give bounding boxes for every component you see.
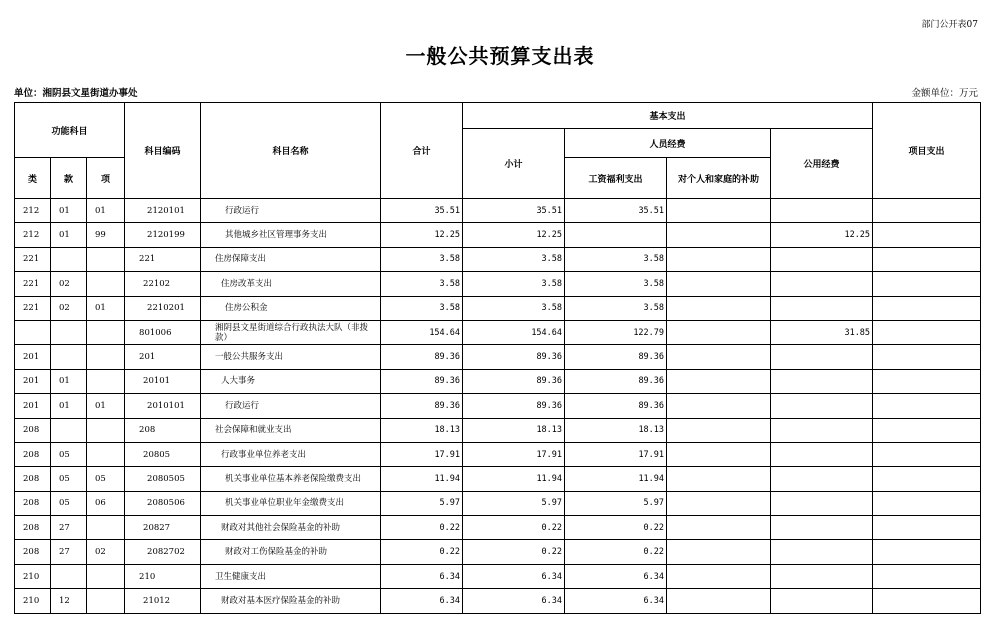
- cell-kuan: 01: [51, 199, 87, 223]
- cell-project: [873, 394, 981, 418]
- cell-public-funds: [771, 467, 873, 491]
- header-basic: 基本支出: [463, 103, 873, 129]
- cell-code: 2082702: [125, 540, 201, 564]
- cell-code: 22102: [125, 272, 201, 296]
- cell-public-funds: [771, 345, 873, 369]
- cell-code: 210: [125, 564, 201, 588]
- cell-kuan: 05: [51, 442, 87, 466]
- table-row: [15, 516, 981, 540]
- cell-subsidy: [667, 272, 771, 296]
- cell-public-funds: [771, 540, 873, 564]
- cell-project: [873, 564, 981, 588]
- cell-salary: 3.58: [565, 272, 667, 296]
- cell-salary: 3.58: [565, 247, 667, 271]
- cell-total: 12.25: [381, 223, 463, 247]
- table-row: [15, 320, 981, 344]
- cell-subtotal: 6.34: [463, 564, 565, 588]
- cell-project: [873, 442, 981, 466]
- cell-total: 5.97: [381, 491, 463, 515]
- cell-total: 154.64: [381, 320, 463, 344]
- table-row: [15, 540, 981, 564]
- cell-kuan: 01: [51, 369, 87, 393]
- header-public-funds: 公用经费: [771, 129, 873, 199]
- cell-public-funds: [771, 589, 873, 613]
- cell-kuan: 12: [51, 589, 87, 613]
- cell-salary: 18.13: [565, 418, 667, 442]
- cell-salary: 0.22: [565, 540, 667, 564]
- cell-public-funds: [771, 442, 873, 466]
- cell-xiang: [87, 320, 125, 344]
- cell-lei: 201: [15, 369, 51, 393]
- budget-expenditure-table: [14, 102, 981, 614]
- cell-name: 社会保障和就业支出: [201, 418, 381, 442]
- cell-subtotal: 35.51: [463, 199, 565, 223]
- cell-lei: 221: [15, 296, 51, 320]
- cell-kuan: 02: [51, 272, 87, 296]
- cell-kuan: 02: [51, 296, 87, 320]
- table-row: [15, 369, 981, 393]
- cell-name: 其他城乡社区管理事务支出: [201, 223, 381, 247]
- cell-code: 20827: [125, 516, 201, 540]
- table-body: [15, 199, 981, 614]
- header-total: 合计: [381, 103, 463, 199]
- cell-code: 21012: [125, 589, 201, 613]
- cell-name: 卫生健康支出: [201, 564, 381, 588]
- cell-code: 20101: [125, 369, 201, 393]
- cell-name: 湘阴县文星街道综合行政执法大队（非拨款）: [201, 320, 381, 344]
- cell-lei: 208: [15, 491, 51, 515]
- cell-subtotal: 0.22: [463, 540, 565, 564]
- table-row: [15, 223, 981, 247]
- cell-total: 6.34: [381, 564, 463, 588]
- cell-lei: 212: [15, 199, 51, 223]
- cell-public-funds: 12.25: [771, 223, 873, 247]
- table-row: [15, 564, 981, 588]
- cell-name: 机关事业单位职业年金缴费支出: [201, 491, 381, 515]
- cell-code: 2120101: [125, 199, 201, 223]
- cell-subsidy: [667, 564, 771, 588]
- cell-kuan: 01: [51, 394, 87, 418]
- header-salary: 工资福利支出: [565, 158, 667, 199]
- table-row: [15, 491, 981, 515]
- form-number: 部门公开表07: [921, 20, 978, 30]
- cell-subtotal: 0.22: [463, 516, 565, 540]
- cell-project: [873, 467, 981, 491]
- cell-lei: 210: [15, 564, 51, 588]
- cell-total: 35.51: [381, 199, 463, 223]
- cell-salary: 6.34: [565, 564, 667, 588]
- table-row: [15, 418, 981, 442]
- cell-xiang: 01: [87, 296, 125, 320]
- cell-lei: 201: [15, 394, 51, 418]
- cell-public-funds: [771, 394, 873, 418]
- cell-public-funds: [771, 564, 873, 588]
- cell-kuan: [51, 247, 87, 271]
- cell-lei: 212: [15, 223, 51, 247]
- cell-name: 住房保障支出: [201, 247, 381, 271]
- cell-code: 201: [125, 345, 201, 369]
- cell-salary: 11.94: [565, 467, 667, 491]
- cell-lei: 221: [15, 272, 51, 296]
- table-row: [15, 394, 981, 418]
- cell-kuan: [51, 345, 87, 369]
- header-subsidy: 对个人和家庭的补助: [667, 158, 771, 199]
- cell-kuan: [51, 418, 87, 442]
- cell-name: 住房改革支出: [201, 272, 381, 296]
- cell-kuan: 27: [51, 516, 87, 540]
- table-row: [15, 589, 981, 613]
- cell-xiang: [87, 589, 125, 613]
- cell-code: 2080506: [125, 491, 201, 515]
- table-row: [15, 272, 981, 296]
- cell-subtotal: 6.34: [463, 589, 565, 613]
- cell-xiang: 02: [87, 540, 125, 564]
- header-lei: 类: [15, 158, 51, 199]
- cell-subsidy: [667, 516, 771, 540]
- cell-public-funds: [771, 369, 873, 393]
- cell-subsidy: [667, 369, 771, 393]
- cell-subtotal: 5.97: [463, 491, 565, 515]
- cell-project: [873, 296, 981, 320]
- cell-name: 行政运行: [201, 394, 381, 418]
- cell-lei: 210: [15, 589, 51, 613]
- cell-subsidy: [667, 418, 771, 442]
- cell-xiang: [87, 418, 125, 442]
- cell-subsidy: [667, 223, 771, 247]
- cell-salary: 6.34: [565, 589, 667, 613]
- header-func-subject: 功能科目: [15, 103, 125, 158]
- cell-code: 2080505: [125, 467, 201, 491]
- cell-subtotal: 3.58: [463, 296, 565, 320]
- cell-subtotal: 18.13: [463, 418, 565, 442]
- cell-subsidy: [667, 247, 771, 271]
- cell-project: [873, 540, 981, 564]
- cell-kuan: 05: [51, 491, 87, 515]
- cell-project: [873, 247, 981, 271]
- cell-lei: 208: [15, 418, 51, 442]
- header-personnel: 人员经费: [565, 129, 771, 158]
- cell-name: 一般公共服务支出: [201, 345, 381, 369]
- cell-public-funds: 31.85: [771, 320, 873, 344]
- cell-subsidy: [667, 199, 771, 223]
- cell-total: 0.22: [381, 540, 463, 564]
- cell-xiang: [87, 247, 125, 271]
- cell-total: 11.94: [381, 467, 463, 491]
- cell-total: 89.36: [381, 345, 463, 369]
- header-project: 项目支出: [873, 103, 981, 199]
- cell-name: 住房公积金: [201, 296, 381, 320]
- cell-lei: 208: [15, 516, 51, 540]
- cell-project: [873, 516, 981, 540]
- cell-xiang: 01: [87, 199, 125, 223]
- cell-kuan: 27: [51, 540, 87, 564]
- cell-total: 18.13: [381, 418, 463, 442]
- table-row: [15, 247, 981, 271]
- cell-xiang: [87, 272, 125, 296]
- table-row: [15, 199, 981, 223]
- cell-xiang: [87, 516, 125, 540]
- cell-name: 人大事务: [201, 369, 381, 393]
- cell-lei: [15, 320, 51, 344]
- cell-subtotal: 154.64: [463, 320, 565, 344]
- header-subject-code: 科目编码: [125, 103, 201, 199]
- cell-xiang: 05: [87, 467, 125, 491]
- unit-label: 单位：湘阴县文星街道办事处: [14, 88, 138, 99]
- cell-xiang: 99: [87, 223, 125, 247]
- cell-subtotal: 3.58: [463, 247, 565, 271]
- cell-public-funds: [771, 272, 873, 296]
- cell-lei: 208: [15, 442, 51, 466]
- cell-code: 801006: [125, 320, 201, 344]
- cell-xiang: [87, 442, 125, 466]
- cell-subtotal: 11.94: [463, 467, 565, 491]
- cell-subsidy: [667, 442, 771, 466]
- cell-kuan: [51, 564, 87, 588]
- cell-code: 208: [125, 418, 201, 442]
- cell-project: [873, 589, 981, 613]
- cell-xiang: 06: [87, 491, 125, 515]
- cell-name: 财政对工伤保险基金的补助: [201, 540, 381, 564]
- cell-salary: 3.58: [565, 296, 667, 320]
- cell-public-funds: [771, 516, 873, 540]
- cell-subtotal: 3.58: [463, 272, 565, 296]
- cell-total: 89.36: [381, 369, 463, 393]
- cell-public-funds: [771, 199, 873, 223]
- header-subject-name: 科目名称: [201, 103, 381, 199]
- cell-lei: 201: [15, 345, 51, 369]
- cell-total: 0.22: [381, 516, 463, 540]
- table-row: [15, 467, 981, 491]
- cell-salary: 17.91: [565, 442, 667, 466]
- cell-xiang: [87, 369, 125, 393]
- cell-project: [873, 491, 981, 515]
- header-kuan: 款: [51, 158, 87, 199]
- cell-total: 3.58: [381, 247, 463, 271]
- cell-xiang: [87, 564, 125, 588]
- cell-public-funds: [771, 247, 873, 271]
- cell-subsidy: [667, 467, 771, 491]
- cell-name: 行政运行: [201, 199, 381, 223]
- cell-salary: 0.22: [565, 516, 667, 540]
- cell-code: 2010101: [125, 394, 201, 418]
- cell-project: [873, 369, 981, 393]
- cell-total: 3.58: [381, 296, 463, 320]
- cell-kuan: [51, 320, 87, 344]
- cell-salary: 5.97: [565, 491, 667, 515]
- cell-subtotal: 89.36: [463, 394, 565, 418]
- cell-subsidy: [667, 394, 771, 418]
- cell-salary: 89.36: [565, 345, 667, 369]
- cell-subsidy: [667, 345, 771, 369]
- header-xiang: 项: [87, 158, 125, 199]
- cell-subtotal: 89.36: [463, 345, 565, 369]
- cell-lei: 208: [15, 467, 51, 491]
- cell-code: 221: [125, 247, 201, 271]
- cell-lei: 208: [15, 540, 51, 564]
- cell-subsidy: [667, 540, 771, 564]
- cell-salary: 89.36: [565, 394, 667, 418]
- cell-code: 2210201: [125, 296, 201, 320]
- cell-total: 89.36: [381, 394, 463, 418]
- money-unit-label: 金额单位：万元: [911, 88, 978, 99]
- cell-public-funds: [771, 296, 873, 320]
- cell-project: [873, 345, 981, 369]
- cell-code: 2120199: [125, 223, 201, 247]
- cell-subtotal: 12.25: [463, 223, 565, 247]
- cell-subsidy: [667, 491, 771, 515]
- cell-name: 财政对其他社会保险基金的补助: [201, 516, 381, 540]
- cell-total: 6.34: [381, 589, 463, 613]
- cell-project: [873, 223, 981, 247]
- page-title: 一般公共预算支出表: [405, 44, 595, 68]
- cell-salary: [565, 223, 667, 247]
- cell-subtotal: 89.36: [463, 369, 565, 393]
- cell-kuan: 05: [51, 467, 87, 491]
- cell-project: [873, 418, 981, 442]
- cell-project: [873, 272, 981, 296]
- cell-public-funds: [771, 418, 873, 442]
- cell-total: 3.58: [381, 272, 463, 296]
- cell-salary: 89.36: [565, 369, 667, 393]
- cell-name: 行政事业单位养老支出: [201, 442, 381, 466]
- header-subtotal: 小计: [463, 129, 565, 199]
- cell-public-funds: [771, 491, 873, 515]
- cell-name: 机关事业单位基本养老保险缴费支出: [201, 467, 381, 491]
- cell-subtotal: 17.91: [463, 442, 565, 466]
- table-row: [15, 296, 981, 320]
- cell-project: [873, 320, 981, 344]
- table-row: [15, 442, 981, 466]
- cell-xiang: 01: [87, 394, 125, 418]
- cell-name: 财政对基本医疗保险基金的补助: [201, 589, 381, 613]
- cell-subsidy: [667, 296, 771, 320]
- cell-subsidy: [667, 320, 771, 344]
- cell-kuan: 01: [51, 223, 87, 247]
- cell-lei: 221: [15, 247, 51, 271]
- cell-total: 17.91: [381, 442, 463, 466]
- cell-salary: 35.51: [565, 199, 667, 223]
- cell-code: 20805: [125, 442, 201, 466]
- cell-xiang: [87, 345, 125, 369]
- cell-subsidy: [667, 589, 771, 613]
- cell-project: [873, 199, 981, 223]
- cell-salary: 122.79: [565, 320, 667, 344]
- table-row: [15, 345, 981, 369]
